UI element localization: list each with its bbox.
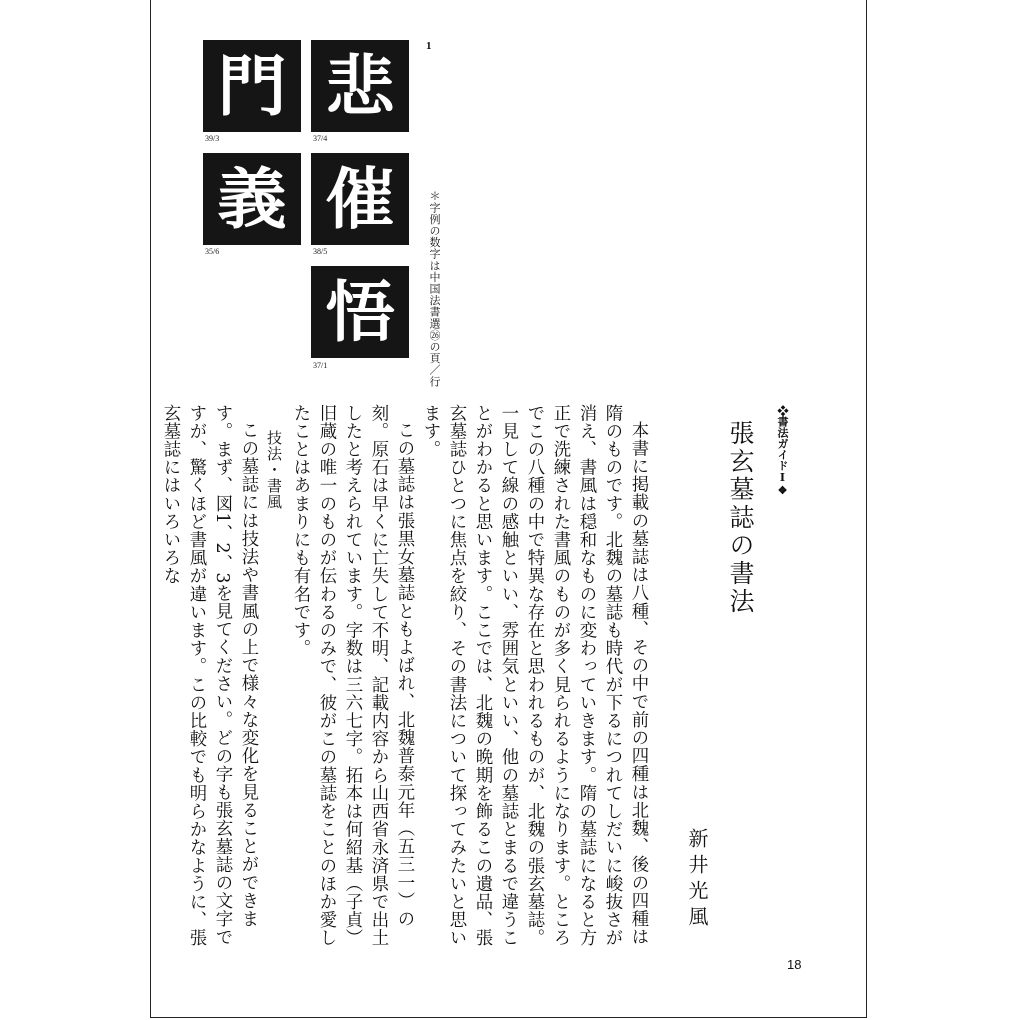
calligraphy-tile-5 xyxy=(311,266,409,358)
calligraphy-character: 催 xyxy=(325,160,395,238)
article-body xyxy=(160,404,651,949)
tile-reference: 37/1 xyxy=(313,361,328,370)
section-heading: 技法・書風 xyxy=(265,430,283,510)
body-paragraph: この墓誌は張黒女墓誌ともよばれ、北魏普泰元年（五三一）の刻。原石は早くに亡失して不明、記載内容から山西省永済県で出土したと考えられています。字数は三六七字。拓本は何紹基（子貞）旧蔵の唯一のものが伝わるのみで、彼がこの墓誌をことのほか愛したことはあまりにも有名です。 xyxy=(290,404,414,947)
calligraphy-tile-3 xyxy=(311,153,409,245)
calligraphy-tile-1 xyxy=(311,40,409,132)
body-paragraph: 本書に掲載の墓誌は八種、その中で前の四種は北魏、後の四種は隋のものです。北魏の墓誌も時代が下るにつれてしだいに峻抜さが消え、書風は穏和なものに変わっていきます。隋の墓誌になると方正で洗練された書風のものが多く見られるようになります。ところでこの八種の中で特異な存在と思われるものが、北魏の張玄墓誌。一見して線の感触といい、雰囲気といい、他の墓誌とまるで違うことがわかると思います。ここでは、北魏の晩期を飾るこの遺品、張玄墓誌ひとつに焦点を絞り、その書法について探ってみたいと思います。 xyxy=(420,404,648,947)
article-title: 張玄墓誌の書法 xyxy=(726,420,755,616)
tile-reference: 39/3 xyxy=(205,134,220,143)
figure-number: 1 xyxy=(426,40,432,52)
series-label: ❖書法ガイドⅠ❖ xyxy=(776,405,789,497)
calligraphy-character: 悲 xyxy=(325,47,395,125)
calligraphy-tile-4 xyxy=(203,153,301,245)
book-page xyxy=(150,0,867,1018)
tile-reference: 37/4 xyxy=(313,134,328,143)
calligraphy-character: 悟 xyxy=(325,273,395,351)
body-paragraph: この墓誌には技法や書風の上で様々な変化を見ることができます。まず、図1、2、3を見てください。どの字も張玄墓誌の文字ですが、驚くほど書風が違います。この比較でも明らかなように、張玄墓誌にはいろいろな xyxy=(160,404,258,947)
calligraphy-character: 門 xyxy=(217,47,287,125)
calligraphy-tile-2 xyxy=(203,40,301,132)
page-number: 18 xyxy=(787,957,802,972)
author-name: 新井光風 xyxy=(685,828,709,932)
tile-reference: 38/5 xyxy=(313,247,328,256)
calligraphy-character: 義 xyxy=(217,160,287,238)
tile-reference: 35/6 xyxy=(205,247,220,256)
figure-note: ＊字例の数字は中国法書選㉖の頁／行 xyxy=(428,190,441,388)
